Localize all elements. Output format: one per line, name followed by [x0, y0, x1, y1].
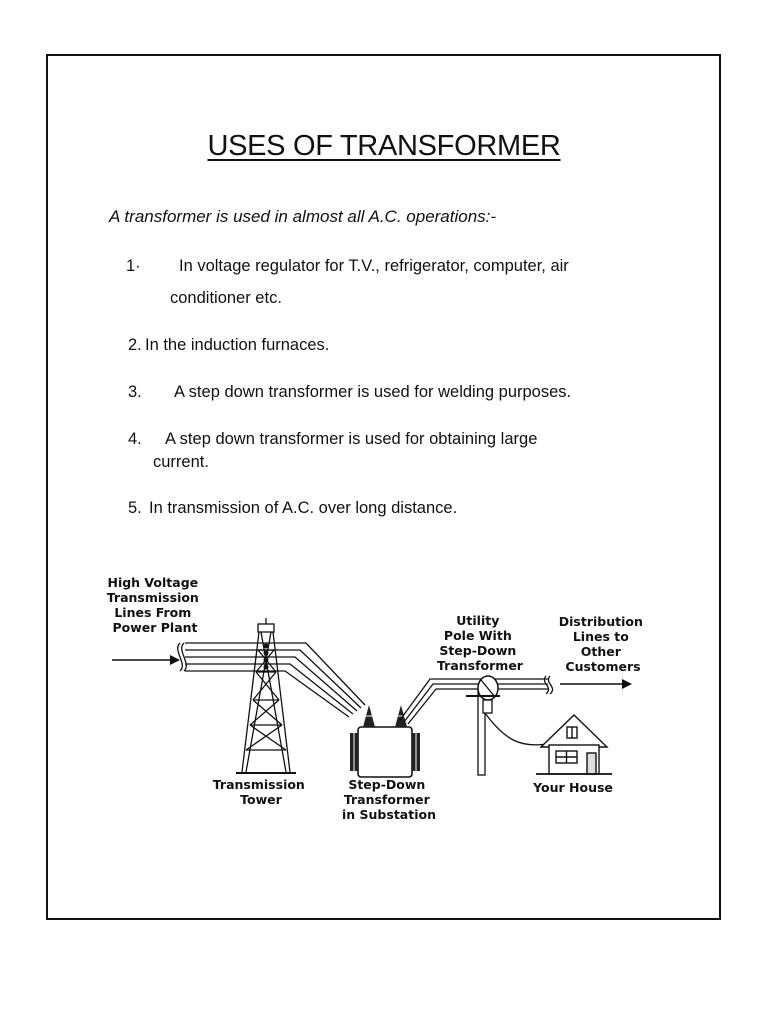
utility-pole-icon	[466, 676, 548, 775]
label-high-voltage: High Voltage Transmission Lines From Power Plant	[106, 575, 199, 635]
house-icon	[536, 715, 612, 774]
intro-text: A transformer is used in almost all A.C. operations:-	[109, 207, 497, 226]
transmission-tower-icon	[236, 618, 296, 773]
item-3-text: A step down transformer is used for welding purposes.	[174, 383, 572, 401]
item-5-text: In transmission of A.C. over long distance.	[149, 499, 458, 517]
label-transmission-tower: Transmission Tower	[212, 777, 305, 807]
item-4-text-continued: current.	[153, 453, 209, 471]
item-1-text-continued: conditioner etc.	[170, 289, 282, 307]
item-5-number: 5.	[128, 499, 142, 517]
label-substation: Step-Down Transformer in Substation	[342, 777, 436, 822]
item-4-number: 4.	[128, 430, 142, 448]
page-title: USES OF TRANSFORMER	[207, 130, 561, 162]
label-distribution-lines: Distribution Lines to Other Customers	[558, 614, 643, 674]
item-2-text: In the induction furnaces.	[145, 336, 330, 354]
item-1-number: 1·	[126, 257, 141, 275]
item-4-text: A step down transformer is used for obtaining large	[165, 430, 538, 448]
output-arrow	[560, 679, 632, 689]
label-your-house: Your House	[533, 780, 613, 795]
item-2-number: 2.	[128, 336, 142, 354]
label-utility-pole: Utility Pole With Step-Down Transformer	[437, 613, 523, 673]
distribution-lines	[400, 676, 553, 724]
item-1-text: In voltage regulator for T.V., refrigerator, computer, air	[179, 257, 569, 275]
item-3-number: 3.	[128, 383, 142, 401]
input-arrow	[112, 655, 180, 665]
